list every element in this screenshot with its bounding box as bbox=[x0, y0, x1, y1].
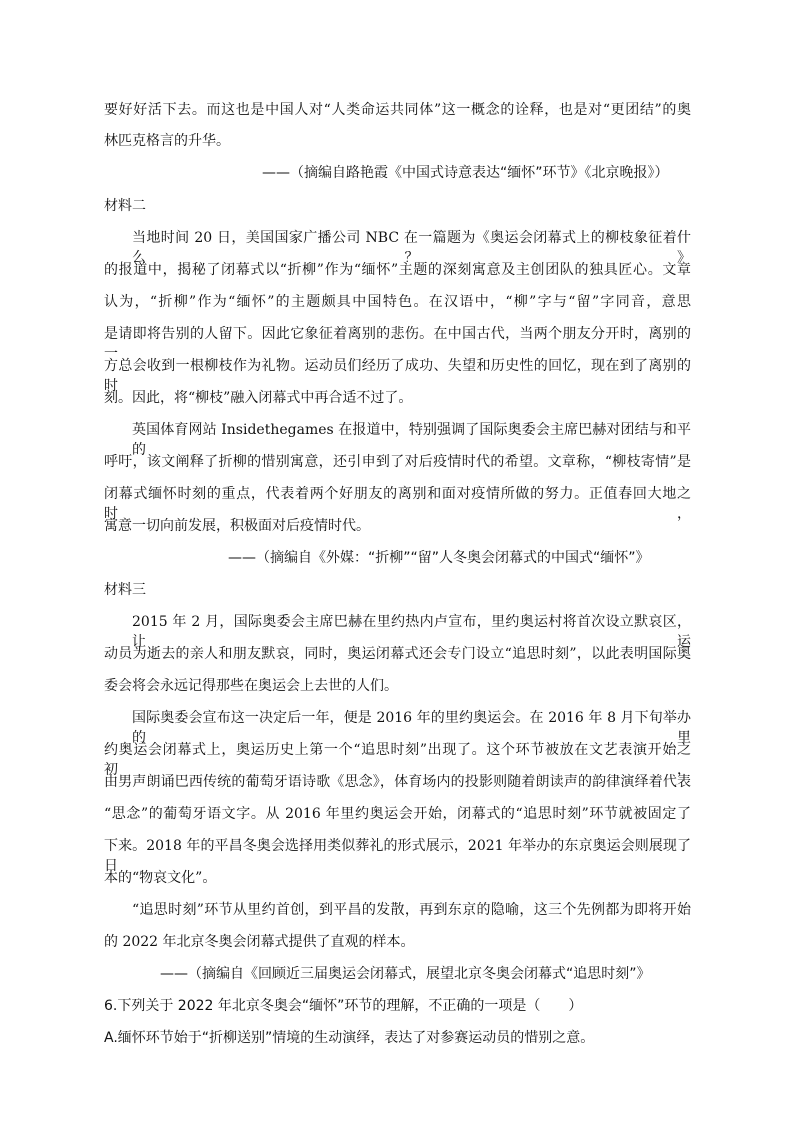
material2-p2-line: 呼吁，该文阐释了折柳的惜别寓意，还引申到了对后疫情时代的希望。文章称，“柳枝寄情”是 bbox=[104, 454, 691, 470]
material3-p1-line: 2015 年 2 月，国际奥委会主席巴赫在里约热内卢宣布，里约奥运村将首次设立默哀区，让运 bbox=[132, 614, 691, 650]
material2-p1-line: 方总会收到一根柳枝作为礼物。运动员们经历了成功、失望和历史性的回忆，现在到了离别的时 bbox=[104, 358, 691, 394]
material3-source: ——（摘编自《回顾近三届奥运会闭幕式，展望北京冬奥会闭幕式“追思时刻”》 bbox=[160, 966, 651, 982]
material2-source: ——（摘编自《外媒：“折柳”“留”人冬奥会闭幕式的中国式“缅怀”》 bbox=[228, 550, 650, 566]
material3-p2-line: “思念”的葡萄牙语文字。从 2016 年里约奥运会开始，闭幕式的“追思时刻”环节就被固定了 bbox=[104, 806, 691, 822]
material1-source: ——（摘编自路艳霞《中国式诗意表达“缅怀”环节》《北京晚报》） bbox=[262, 165, 669, 181]
question-option-a: A.缅怀环节始于“折柳送别”情境的生动演绎，表达了对参赛运动员的惜别之意。 bbox=[104, 1030, 595, 1046]
material2-p1-line: 的报道中，揭秘了闭幕式以“折柳”作为“缅怀”主题的深刻寓意及主创团队的独具匠心。文章 bbox=[104, 262, 691, 278]
material2-p2-line: 寓意一切向前发展，积极面对后疫情时代。 bbox=[104, 518, 370, 534]
material3-p3-line: “追思时刻”环节从里约首创，到平昌的发散，再到东京的隐喻，这三个先例都为即将开始 bbox=[132, 902, 691, 918]
material1-line: 林匹克格言的升华。 bbox=[104, 133, 230, 149]
material3-p1-line: 委会将会永远记得那些在奥运会上去世的人们。 bbox=[104, 678, 398, 694]
material3-p2-line: 由男声朗诵巴西传统的葡萄牙语诗歌《思念》，体育场内的投影则随着朗读声的韵律演绎着代表 bbox=[104, 774, 691, 790]
material2-p1-line: 是请即将告别的人留下。因此它象征着离别的悲伤。在中国古代，当两个朋友分开时，离别的一 bbox=[104, 326, 691, 362]
material2-p1-line: 当地时间 20 日，美国国家广播公司 NBC 在一篇题为《奥运会闭幕式上的柳枝象征着什么？》 bbox=[132, 230, 691, 266]
material3-heading: 材料三 bbox=[104, 582, 146, 598]
material2-p2-line: 英国体育网站 Insidethegames 在报道中，特别强调了国际奥委会主席巴赫对团结与和平的 bbox=[132, 422, 691, 458]
material3-p3-line: 的 2022 年北京冬奥会闭幕式提供了直观的样本。 bbox=[104, 934, 415, 950]
material1-line: 要好好活下去。而这也是中国人对“人类命运共同体”这一概念的诠释，也是对“更团结”的奥 bbox=[104, 102, 691, 118]
material2-p2-line: 闭幕式缅怀时刻的重点，代表着两个好朋友的离别和面对疫情所做的努力。正值春回大地之时， bbox=[104, 486, 691, 522]
question-stem: 6.下列关于 2022 年北京冬奥会“缅怀”环节的理解，不正确的一项是（ ） bbox=[104, 998, 583, 1014]
material3-p2-line: 下来。2018 年的平昌冬奥会选择用类似葬礼的形式展示，2021 年举办的东京奥运会则展现了日 bbox=[104, 838, 691, 874]
material3-p1-line: 动员为逝去的亲人和朋友默哀，同时，奥运闭幕式还会专门设立“追思时刻”，以此表明国际奥 bbox=[104, 646, 691, 662]
material2-heading: 材料二 bbox=[104, 198, 146, 214]
material3-p2-line: 本的“物哀文化”。 bbox=[104, 870, 217, 886]
material2-p1-line: 认为，“折柳”作为“缅怀”的主题颇具中国特色。在汉语中，“柳”字与“留”字同音，意思 bbox=[104, 294, 691, 310]
material3-p2-line: 国际奥委会宣布这一决定后一年，便是 2016 年的里约奥运会。在 2016 年 8 月下旬举办的里 bbox=[132, 710, 691, 746]
material2-p1-line: 刻。因此，将“柳枝”融入闭幕式中再合适不过了。 bbox=[104, 390, 413, 406]
material3-p2-line: 约奥运会闭幕式上，奥运历史上第一个“追思时刻”出现了。这个环节被放在文艺表演开始之初， bbox=[104, 742, 691, 778]
